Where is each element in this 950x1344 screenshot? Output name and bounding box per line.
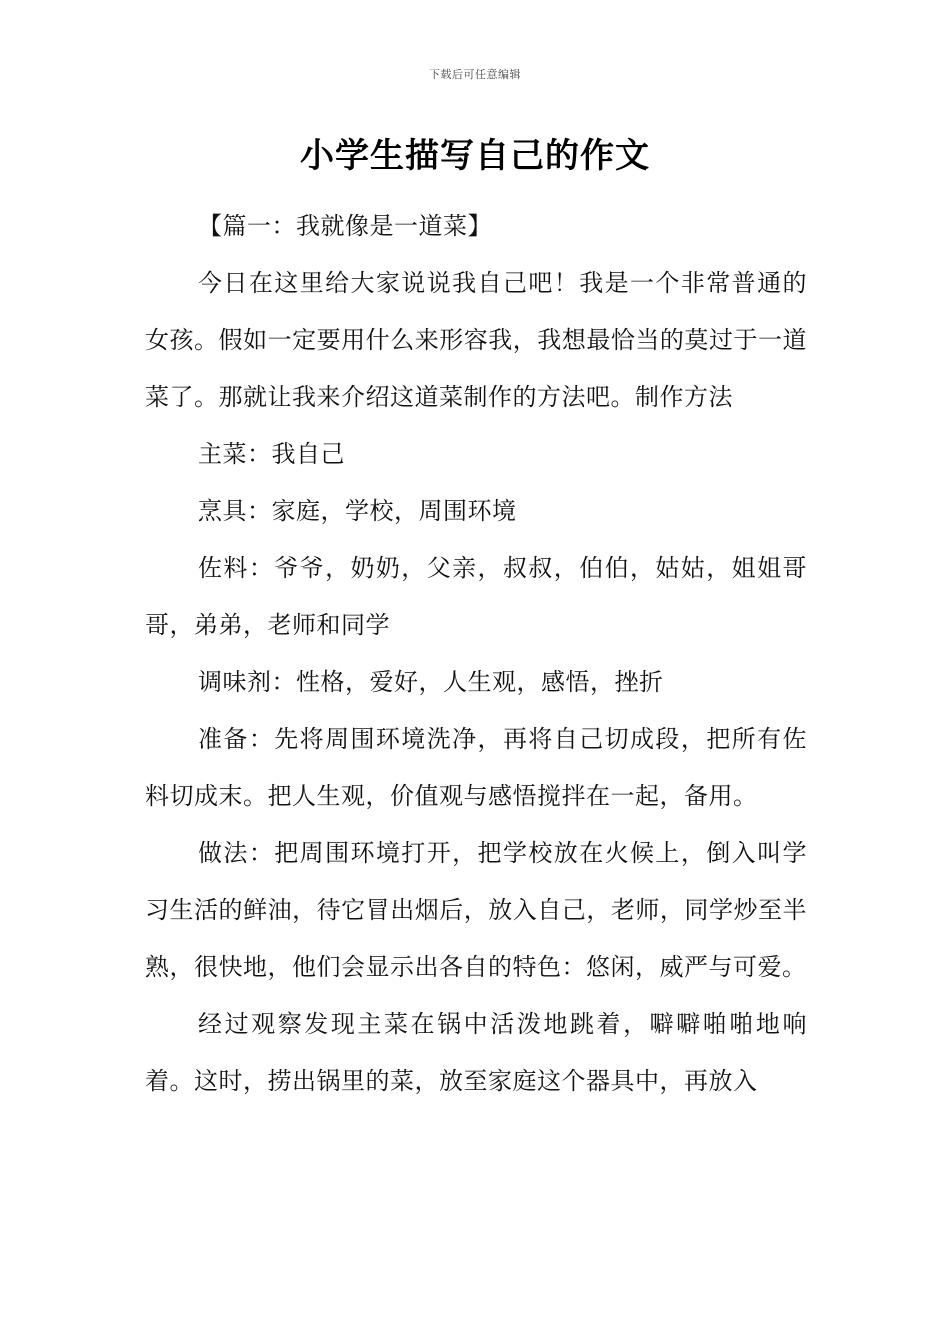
paragraph-preparation: 准备：先将周围环境洗净，再将自己切成段，把所有佐料切成末。把人生观，价值观与感悟搅拌在一起，备用。 [145,725,807,810]
document-body [145,198,807,1110]
paragraph-observation: 经过观察发现主菜在锅中活泼地跳着，噼噼啪啪地响着。这时，捞出锅里的菜，放至家庭这个器具中，再放入 [145,1010,807,1095]
paragraph-ingredients: 佐料：爷爷，奶奶，父亲，叔叔，伯伯，姑姑，姐姐哥哥，弟弟，老师和同学 [145,554,807,639]
paragraph-method: 做法：把周围环境打开，把学校放在火候上，倒入叫学习生活的鲜油，待它冒出烟后，放入自己，老师，同学炒至半熟，很快地，他们会显示出各自的特色：悠闲，威严与可爱。 [145,839,807,981]
paragraph-main-dish: 主菜：我自己 [198,440,345,468]
header-note: 下载后可任意编辑 [429,68,521,81]
page-title: 小学生描写自己的作文 [300,136,650,176]
paragraph-intro: 今日在这里给大家说说我自己吧！我是一个非常普通的女孩。假如一定要用什么来形容我，我想最恰当的莫过于一道菜了。那就让我来介绍这道菜制作的方法吧。制作方法 [145,269,807,411]
paragraph-seasoning: 调味剂：性格，爱好，人生观，感悟，挫折 [198,668,664,696]
section-heading: 【篇一：我就像是一道菜】 [198,212,492,240]
paragraph-cookware: 烹具：家庭，学校，周围环境 [198,497,517,525]
